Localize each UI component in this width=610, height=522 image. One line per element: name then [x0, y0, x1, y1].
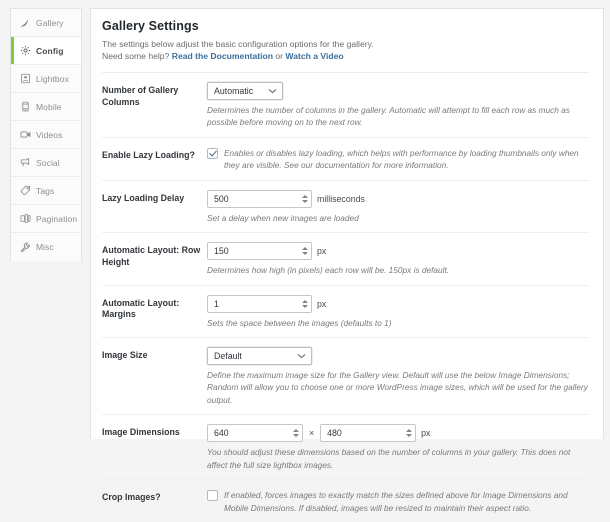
or-separator: or [272, 51, 286, 62]
mobile-icon [20, 101, 31, 112]
field-row-columns [102, 73, 589, 138]
lazy-loading-label: Enable Lazy Loading? [102, 149, 195, 160]
lazy-delay-label: Lazy Loading Delay [102, 192, 185, 203]
page-subtitle [102, 38, 589, 63]
row-height-unit: px [317, 246, 327, 257]
image-dimensions-unit: px [421, 428, 431, 439]
sidebar-item-label: Config [36, 45, 64, 56]
lazy-delay-description: Set a delay when new images are loaded [207, 212, 359, 223]
megaphone-icon [20, 157, 31, 168]
margins-description: Sets the space between the images (defaults to 1) [207, 317, 392, 328]
row-height-label: Automatic Layout: Row Height [102, 245, 201, 267]
lazy-loading-description: Enables or disables lazy loading, which helps with performance by loading thumbnails only when they are visible. See our documentation for more information. [224, 147, 579, 171]
margins-label: Automatic Layout: Margins [102, 297, 180, 320]
sidebar-item-gallery[interactable] [11, 9, 81, 37]
video-icon [20, 129, 31, 140]
wrench-icon [20, 242, 31, 253]
crop-images-description: If enabled, forces images to exactly match the sizes defined above for Image Dimensions and Mobile Dimensions. If disabled, images will be resized to maintain their aspect ratio. [224, 490, 568, 513]
margins-unit: px [317, 298, 327, 309]
margins-input[interactable] [207, 295, 312, 313]
gear-icon [20, 45, 31, 56]
crop-images-checkbox[interactable] [207, 490, 218, 501]
sidebar-item-label: Gallery [36, 17, 64, 28]
sidebar-item-config[interactable] [11, 37, 81, 65]
field-row-image-dimensions [102, 415, 589, 480]
field-row-image-size [102, 338, 589, 415]
pagination-icon [20, 213, 31, 224]
image-size-description: Define the maximum image size for the Gallery view. Default will use the below Image Dimensions; Random will allow you to choose one or more WordPress image sizes, which will be used for the gallery output. [207, 369, 588, 405]
field-row-row-height [102, 233, 589, 285]
image-size-label: Image Size [102, 349, 148, 360]
sidebar-item-pagination[interactable] [11, 205, 81, 233]
image-width-input[interactable] [207, 424, 303, 442]
settings-panel [90, 8, 604, 513]
field-row-lazy-loading [102, 138, 589, 181]
row-height-input[interactable] [207, 242, 312, 260]
sidebar-item-misc[interactable] [11, 233, 81, 261]
row-height-description: Determines how high (in pixels) each row will be. 150px is default. [207, 265, 450, 276]
image-dimensions-description: You should adjust these dimensions based on the number of columns in your gallery. This does not affect the full size lightbox images. [207, 447, 571, 470]
lazy-delay-unit: milliseconds [317, 193, 365, 204]
gallery-icon [20, 17, 31, 28]
sidebar-item-label: Social [36, 157, 60, 168]
sidebar-item-label: Tags [36, 185, 55, 196]
sidebar-item-label: Videos [36, 129, 63, 140]
sidebar-item-label: Lightbox [36, 73, 69, 84]
sidebar-item-label: Misc [36, 242, 54, 252]
lazy-delay-input[interactable] [207, 190, 312, 208]
dimensions-separator: × [309, 428, 315, 439]
gallery-columns-select[interactable] [207, 82, 283, 100]
image-height-input[interactable] [320, 424, 416, 442]
sidebar-item-tags[interactable] [11, 177, 81, 205]
sidebar-item-mobile[interactable] [11, 93, 81, 121]
field-row-lazy-delay [102, 181, 589, 233]
columns-description: Determines the number of columns in the gallery. Automatic will attempt to fill each row as much as possible before moving on to the next row. [207, 104, 570, 128]
sidebar-item-social[interactable] [11, 149, 81, 177]
crop-images-label: Crop Images? [102, 492, 161, 503]
sidebar-item-lightbox[interactable] [11, 65, 81, 93]
sidebar-item-label: Mobile [36, 101, 62, 112]
page-title: Gallery Settings [102, 19, 199, 33]
subtitle-line-1: The settings below adjust the basic configuration options for the gallery. [102, 39, 374, 49]
tag-icon [20, 185, 31, 196]
image-dimensions-label: Image Dimensions [102, 427, 180, 438]
settings-sidebar [10, 8, 82, 261]
lightbox-icon [20, 73, 31, 84]
columns-label: Number of Gallery Columns [102, 84, 179, 107]
sidebar-item-label: Pagination [36, 213, 78, 224]
documentation-link[interactable]: Read the Documentation [171, 51, 273, 62]
help-prefix: Need some help? [102, 51, 172, 62]
field-row-margins [102, 286, 589, 338]
sidebar-item-videos[interactable] [11, 121, 81, 149]
field-row-crop-images [102, 480, 589, 522]
watch-video-link[interactable]: Watch a Video [285, 51, 344, 62]
image-size-select[interactable] [207, 347, 312, 365]
lazy-loading-checkbox[interactable] [207, 148, 218, 159]
